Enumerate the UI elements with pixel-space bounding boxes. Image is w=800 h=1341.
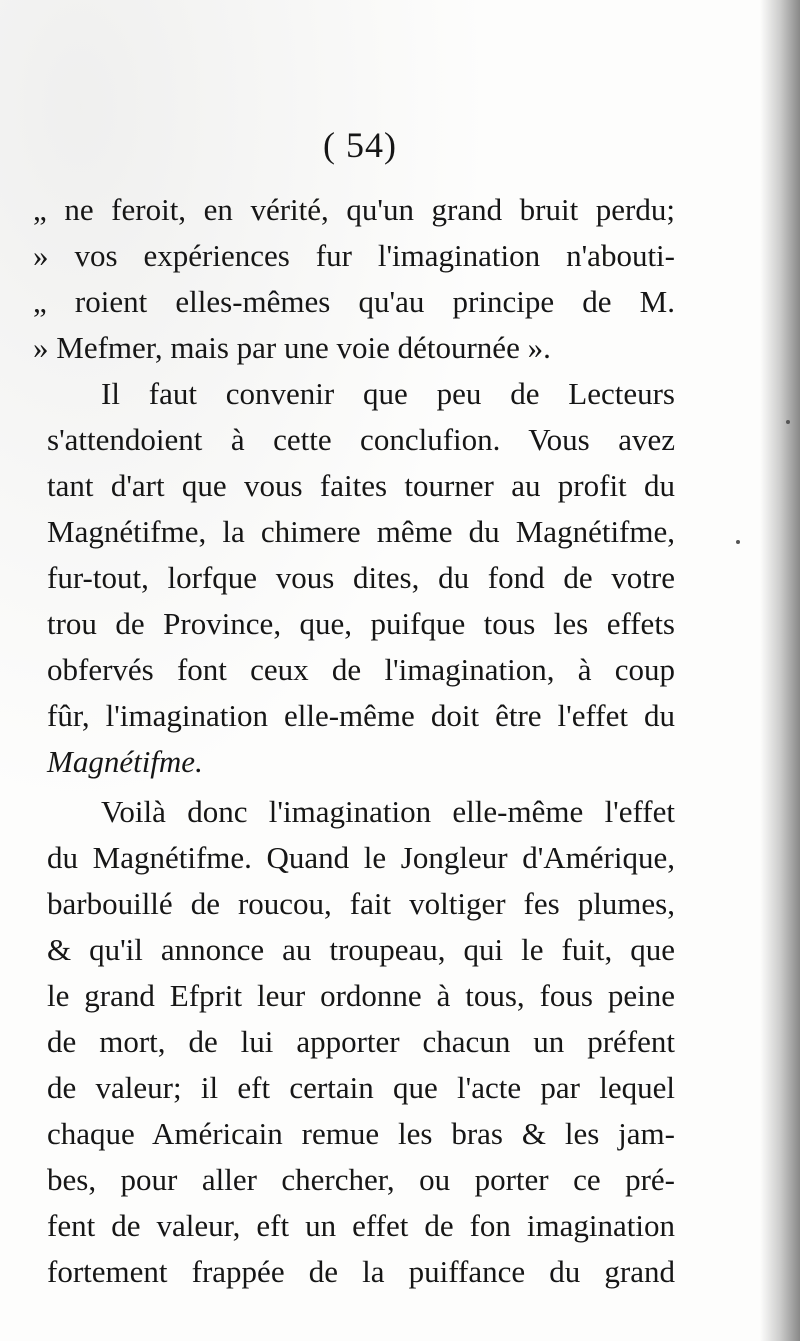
text-line: fent de valeur, eft un effet de fon imagination	[47, 1208, 675, 1243]
text-line: de mort, de lui apporter chacun un préfent	[47, 1024, 675, 1059]
text-line: barbouillé de roucou, fait voltiger fes plumes,	[47, 886, 675, 921]
text-line: tant d'art que vous faites tourner au profit du	[47, 468, 675, 503]
paper-speck	[736, 540, 740, 544]
text-line: » Mefmer, mais par une voie détournée ».	[33, 330, 551, 365]
text-line: „ roient elles-mêmes qu'au principe de M.	[33, 284, 675, 319]
text-line: Magnétifme, la chimere même du Magnétifme,	[47, 514, 675, 549]
paper-speck	[786, 420, 790, 424]
text-line: chaque Américain remue les bras & les jam-	[47, 1116, 675, 1151]
text-line: & qu'il annonce au troupeau, qui le fuit, que	[47, 932, 675, 967]
page-number: ( 54)	[323, 125, 397, 165]
text-line: le grand Efprit leur ordonne à tous, fous peine	[47, 978, 675, 1013]
text-line: fur-tout, lorfque vous dites, du fond de votre	[47, 560, 675, 595]
text-line: fortement frappée de la puiffance du grand	[47, 1254, 675, 1289]
text-line: obfervés font ceux de l'imagination, à coup	[47, 652, 675, 687]
text-line: „ ne feroit, en vérité, qu'un grand bruit perdu;	[33, 192, 675, 227]
text-line: Magnétifme.	[47, 744, 203, 779]
text-line: Voilà donc l'imagination elle-même l'effet	[101, 794, 675, 829]
text-line: de valeur; il eft certain que l'acte par lequel	[47, 1070, 675, 1105]
text-line: s'attendoient à cette conclufion. Vous avez	[47, 422, 675, 457]
text-line: » vos expériences fur l'imagination n'abouti-	[33, 238, 675, 273]
text-line: du Magnétifme. Quand le Jongleur d'Amérique,	[47, 840, 675, 875]
text-line: fûr, l'imagination elle-même doit être l'effet du	[47, 698, 675, 733]
text-line: bes, pour aller chercher, ou porter ce pré-	[47, 1162, 675, 1197]
text-line: Il faut convenir que peu de Lecteurs	[101, 376, 675, 411]
text-line: trou de Province, que, puifque tous les effets	[47, 606, 675, 641]
